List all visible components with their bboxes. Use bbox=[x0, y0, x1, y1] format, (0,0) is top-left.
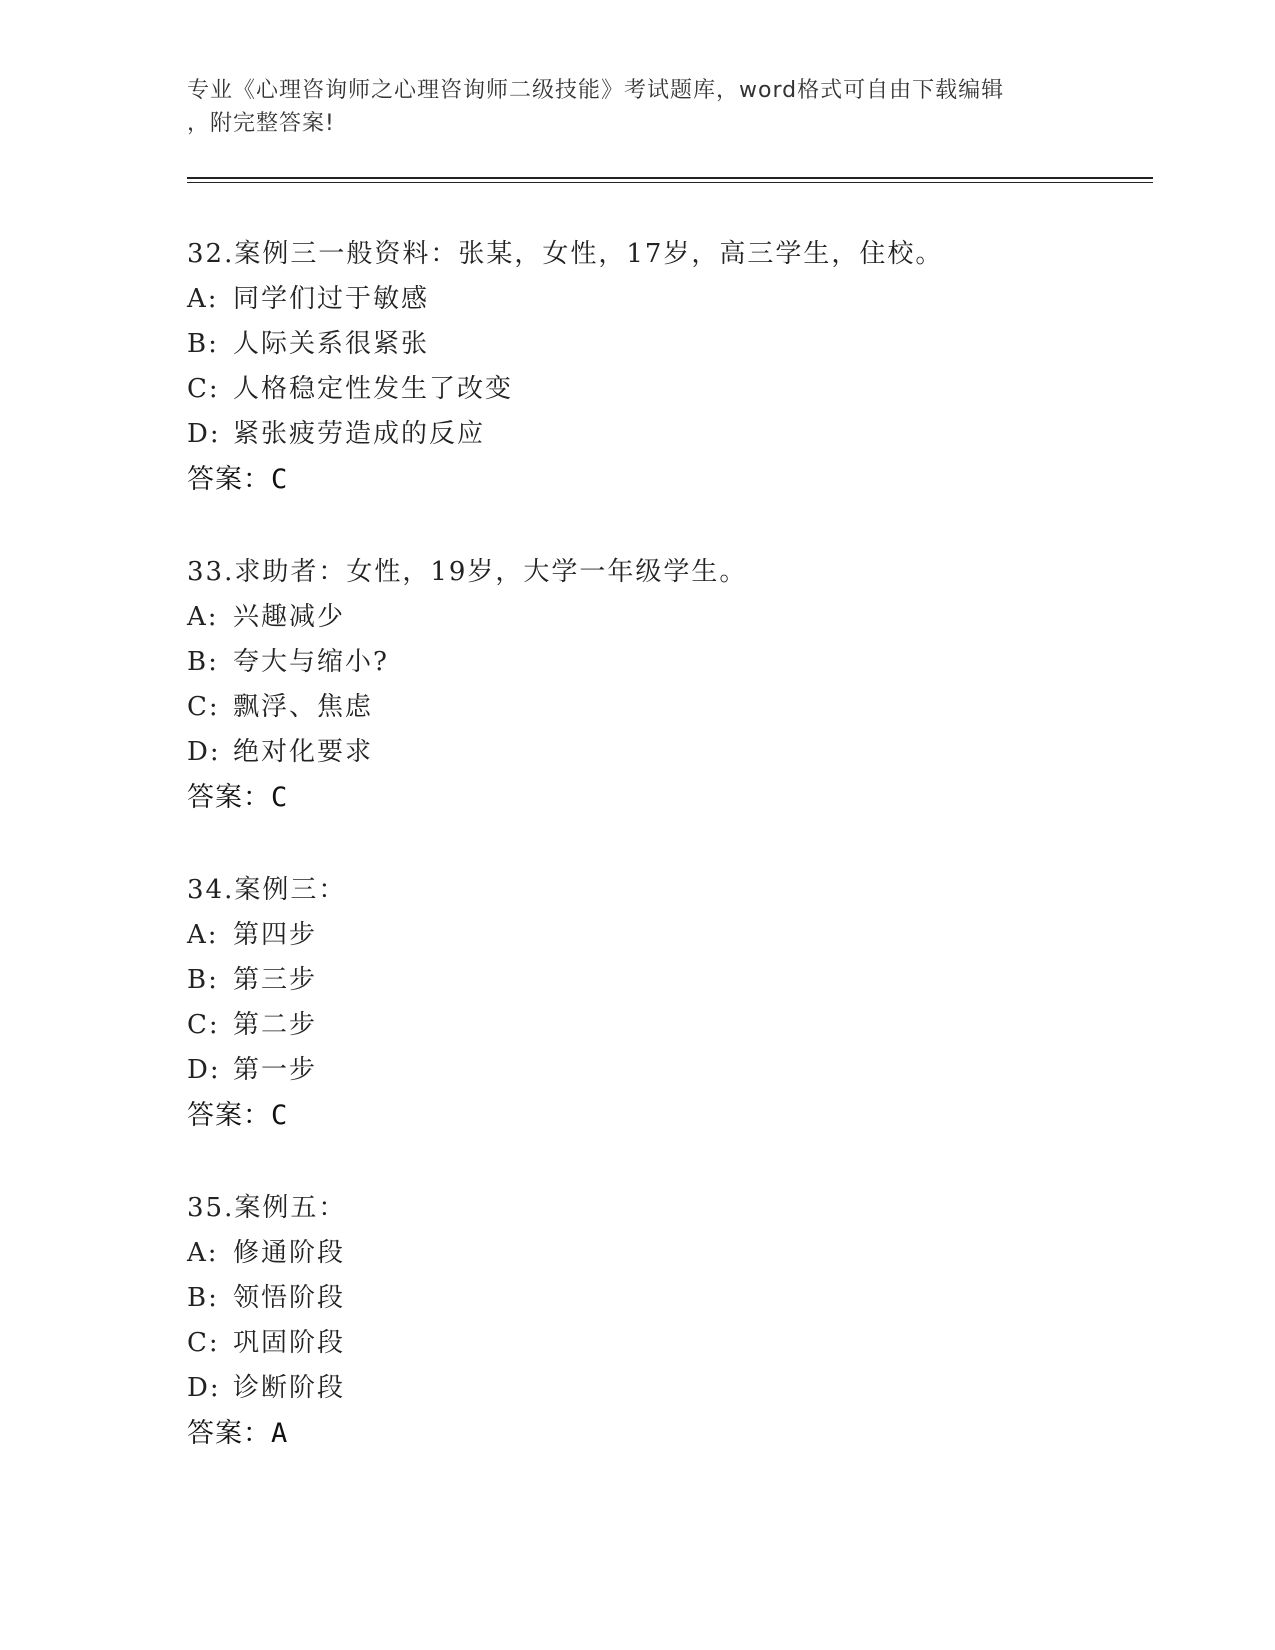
header-line-1: 专业《心理咨询师之心理咨询师二级技能》考试题库，word格式可自由下载编辑 bbox=[187, 78, 1005, 103]
header-divider-bottom bbox=[187, 182, 1153, 183]
option-key: B: bbox=[187, 1283, 219, 1313]
option-text: 夸大与缩小? bbox=[233, 647, 389, 677]
option-key: C: bbox=[187, 1328, 220, 1358]
document-header bbox=[187, 74, 1107, 140]
option-key: B: bbox=[187, 647, 219, 677]
option-text: 第二步 bbox=[233, 1010, 318, 1040]
option-key: A: bbox=[187, 1238, 219, 1268]
option-text: 绝对化要求 bbox=[233, 737, 374, 767]
option-b bbox=[187, 322, 1147, 367]
answer-label: 答案： bbox=[187, 1100, 271, 1131]
answer-line bbox=[187, 1093, 1147, 1139]
option-text: 同学们过于敏感 bbox=[233, 284, 430, 314]
option-text: 飘浮、焦虑 bbox=[233, 692, 374, 722]
answer-value: A bbox=[271, 1418, 289, 1449]
option-key: D: bbox=[187, 1373, 221, 1403]
option-d bbox=[187, 412, 1147, 457]
option-c bbox=[187, 1321, 1147, 1366]
option-a bbox=[187, 913, 1147, 958]
question-33 bbox=[187, 550, 1147, 821]
option-text: 人格稳定性发生了改变 bbox=[233, 374, 514, 404]
answer-label: 答案： bbox=[187, 1418, 271, 1449]
option-key: D: bbox=[187, 1055, 221, 1085]
question-34 bbox=[187, 868, 1147, 1139]
option-d bbox=[187, 1048, 1147, 1093]
question-35 bbox=[187, 1186, 1147, 1457]
option-text: 紧张疲劳造成的反应 bbox=[233, 419, 486, 449]
option-key: C: bbox=[187, 374, 220, 404]
option-key: A: bbox=[187, 920, 219, 950]
question-title: 34.案例三： bbox=[187, 875, 347, 905]
option-b bbox=[187, 958, 1147, 1003]
answer-value: C bbox=[271, 782, 289, 813]
option-d bbox=[187, 1366, 1147, 1411]
option-key: A: bbox=[187, 284, 219, 314]
option-key: A: bbox=[187, 602, 219, 632]
answer-label: 答案： bbox=[187, 782, 271, 813]
option-a bbox=[187, 595, 1147, 640]
answer-line bbox=[187, 457, 1147, 503]
option-a bbox=[187, 1231, 1147, 1276]
option-a bbox=[187, 277, 1147, 322]
answer-value: C bbox=[271, 1100, 289, 1131]
option-b bbox=[187, 1276, 1147, 1321]
option-key: C: bbox=[187, 692, 220, 722]
option-text: 巩固阶段 bbox=[233, 1328, 346, 1358]
question-32 bbox=[187, 232, 1147, 503]
option-c bbox=[187, 367, 1147, 412]
option-c bbox=[187, 685, 1147, 730]
answer-label: 答案： bbox=[187, 464, 271, 495]
option-text: 领悟阶段 bbox=[233, 1283, 346, 1313]
question-title: 32.案例三一般资料：张某，女性，17岁，高三学生，住校。 bbox=[187, 239, 944, 269]
option-text: 第一步 bbox=[233, 1055, 318, 1085]
option-b bbox=[187, 640, 1147, 685]
option-key: B: bbox=[187, 329, 219, 359]
option-c bbox=[187, 1003, 1147, 1048]
option-d bbox=[187, 730, 1147, 775]
option-key: D: bbox=[187, 737, 221, 767]
header-line-2: ，附完整答案! bbox=[187, 111, 335, 136]
question-title: 33.求助者：女性，19岁，大学一年级学生。 bbox=[187, 557, 748, 587]
answer-value: C bbox=[271, 464, 289, 495]
option-text: 诊断阶段 bbox=[233, 1373, 346, 1403]
option-key: D: bbox=[187, 419, 221, 449]
option-text: 修通阶段 bbox=[233, 1238, 346, 1268]
question-title: 35.案例五： bbox=[187, 1193, 347, 1223]
header-divider-top bbox=[187, 177, 1153, 179]
answer-line bbox=[187, 1411, 1147, 1457]
option-text: 第三步 bbox=[233, 965, 318, 995]
option-text: 兴趣减少 bbox=[233, 602, 346, 632]
answer-line bbox=[187, 775, 1147, 821]
option-text: 人际关系很紧张 bbox=[233, 329, 430, 359]
option-text: 第四步 bbox=[233, 920, 318, 950]
option-key: C: bbox=[187, 1010, 220, 1040]
option-key: B: bbox=[187, 965, 219, 995]
